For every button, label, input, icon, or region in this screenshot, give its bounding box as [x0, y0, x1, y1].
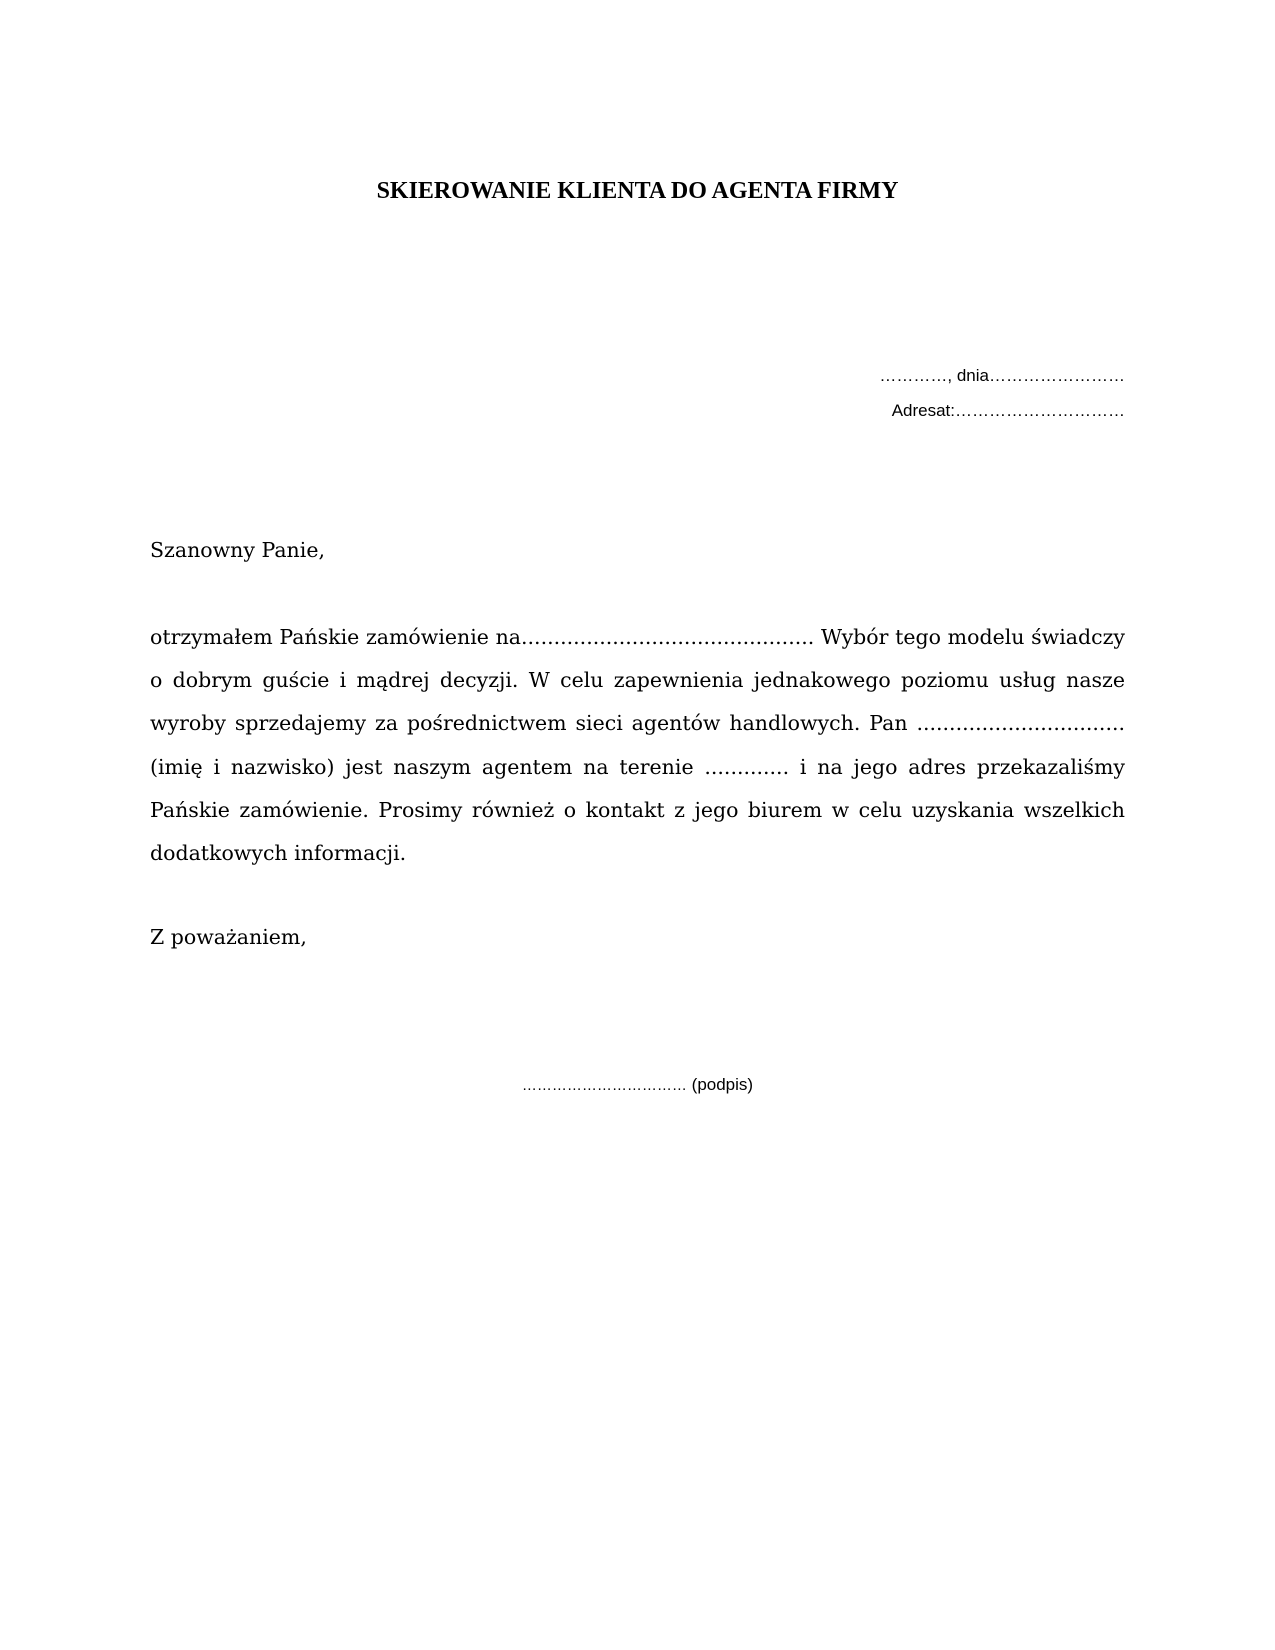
address-line: Adresat:…………………………: [891, 401, 1125, 420]
letter-body-paragraph: otrzymałem Pańskie zamówienie na............................................. Wybór tego modelu świadczy o dobrym guście i mądrej decyzji. W celu zapewnienia jednakowego poziomu usług nasze wyroby sprzedajemy za pośrednictwem sieci agentów handlowych. Pan ................................ (imię i nazwisko) jest naszym agentem na terenie ............. i na jego adres przekazaliśmy Pańskie zamówienie. Prosimy również o kontakt z jego biurem w celu uzyskania wszelkich dodatkowych informacji.: [150, 625, 1125, 866]
document-title: SKIEROWANIE KLIENTA DO AGENTA FIRMY: [376, 178, 899, 204]
signature-label: (podpis): [691, 1075, 754, 1094]
closing-phrase: Z poważaniem,: [150, 925, 307, 949]
salutation: Szanowny Panie,: [150, 538, 325, 562]
signature-dots: ……………………………: [521, 1077, 687, 1094]
signature-line: [0, 1074, 1275, 1097]
date-line: …………, dnia……………………: [879, 366, 1125, 385]
